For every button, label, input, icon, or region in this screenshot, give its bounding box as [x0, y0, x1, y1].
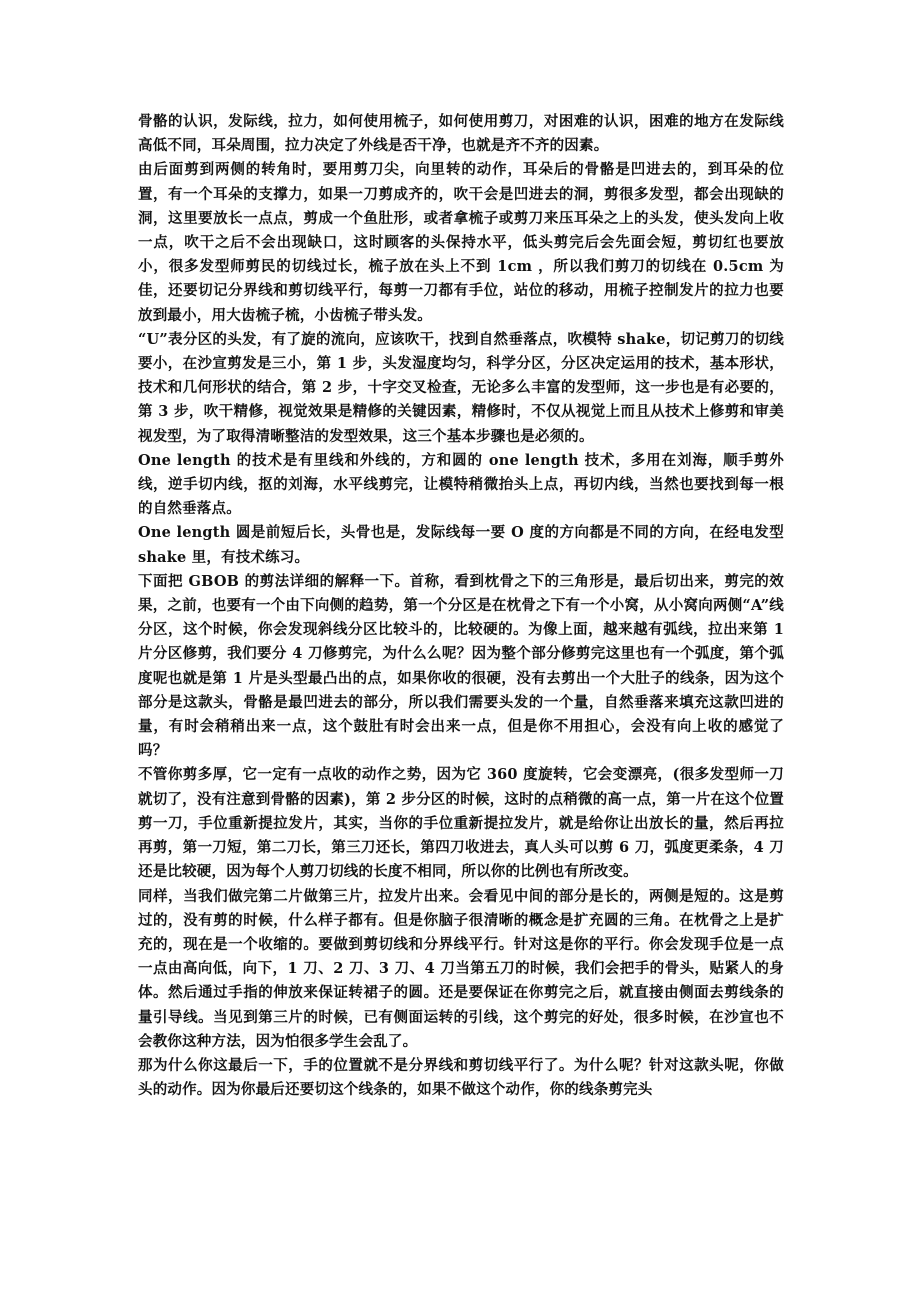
paragraph-3: “U”表分区的头发，有了旋的流向，应该吹干，找到自然垂落点，吹模特 shake，切记剪刀的切线要小，在沙宣剪发是三小，第 1 步，头发湿度均匀，科学分区，分区决定运用的技术，基本形状，技术和几何形状的结合，第 2 步，十字交叉检查，无论多么丰富的发型师，这一步也是有必要的，第 3 步，吹干精修，视觉效果是精修的关键因素，精修时，不仅从视觉上而且从技术上修剪和审美视发型，为了取得清晰整洁的发型效果，这三个基本步骤也是必须的。 [138, 330, 784, 445]
paragraph-7: 不管你剪多厚，它一定有一点收的动作之势，因为它 360 度旋转，它会变漂亮，(很多发型师一刀就切了，没有注意到骨骼的因素)，第 2 步分区的时候，这时的点稍微的高一点，第一片在这个位置剪一刀，手位重新提拉发片，其实，当你的手位重新提拉发片，就是给你让出放长的量，然后再拉再剪，第一刀短，第二刀长，第三刀还长，第四刀收进去，真人头可以剪 6 刀，弧度更柔条，4 刀还是比较硬，因为每个人剪刀切线的长度不相同，所以你的比例也有所改变。 [138, 766, 784, 881]
paragraph-4: One length 的技术是有里线和外线的，方和圆的 one length 技术，多用在刘海，顺手剪外线，逆手切内线，抠的刘海，水平线剪完，让模特稍微抬头上点，再切内线，当然也要找到每一根的自然垂落点。 [138, 451, 784, 518]
paragraph-6: 下面把 GBOB 的剪法详细的解释一下。首称，看到枕骨之下的三角形是，最后切出来，剪完的效果，之前，也要有一个由下向侧的趋势，第一个分区是在枕骨之下有一个小窝，从小窝向两侧“A”线分区，这个时候，你会发现斜线分区比较斗的，比较硬的。为像上面，越来越有弧线，拉出来第 1 片分区修剪，我们要分 4 刀修剪完，为什么么呢？因为整个部分修剪完这里也有一个弧度，第个弧度呢也就是第 1 片是头型最凸出的点，如果你收的很硬，没有去剪出一个大肚子的线条，因为这个部分是这款头，骨骼是最凹进去的部分，所以我们需要头发的一个量，自然垂落来填充这款凹进的量，有时会稍稍出来一点，这个鼓肚有时会出来一点，但是你不用担心，会没有向上收的感觉了吗？ [138, 572, 784, 760]
paragraph-8: 同样，当我们做完第二片做第三片，拉发片出来。会看见中间的部分是长的，两侧是短的。这是剪过的，没有剪的时候，什么样子都有。但是你脑子很清晰的概念是扩充圆的三角。在枕骨之上是扩充的，现在是一个收缩的。要做到剪切线和分界线平行。针对这是你的平行。你会发现手位是一点一点由高向低，向下，1 刀、2 刀、3 刀、4 刀当第五刀的时候，我们会把手的骨头，贴紧人的身体。然后通过手指的伸放来保证转裙子的圆。还是要保证在你剪完之后，就直接由侧面去剪线条的量引导线。当见到第三片的时候，已有侧面运转的引线，这个剪完的好处，很多时候，在沙宣也不会教你这种方法，因为怕很多学生会乱了。 [138, 887, 784, 1050]
paragraph-5: One length 圆是前短后长，头骨也是，发际线每一要 O 度的方向都是不同的方向，在经电发型 shake 里，有技术练习。 [138, 524, 784, 566]
paragraph-1: 骨骼的认识，发际线，拉力，如何使用梳子，如何使用剪刀，对困难的认识，困难的地方在发际线高低不同，耳朵周围，拉力决定了外线是否干净，也就是齐不齐的因素。 [138, 113, 784, 155]
document-page [138, 110, 784, 1102]
paragraph-2: 由后面剪到两侧的转角时，要用剪刀尖，向里转的动作，耳朵后的骨骼是凹进去的，到耳朵的位置，有一个耳朵的支撑力，如果一刀剪成齐的，吹干会是凹进去的洞，剪很多发型，都会出现缺的洞，这里要放长一点点，剪成一个鱼肚形，或者拿梳子或剪刀来压耳朵之上的头发，使头发向上收一点，吹干之后不会出现缺口，这时顾客的头保持水平，低头剪完后会先面会短，剪切红也要放小，很多发型师剪民的切线过长，梳子放在头上不到 1cm ，所以我们剪刀的切线在 0.5cm 为佳，还要切记分界线和剪切线平行，每剪一刀都有手位，站位的移动，用梳子控制发片的拉力也要放到最小，用大齿梳子梳，小齿梳子带头发。 [138, 161, 784, 324]
paragraph-9: 那为什么你这最后一下，手的位置就不是分界线和剪切线平行了。为什么呢？针对这款头呢，你做头的动作。因为你最后还要切这个线条的，如果不做这个动作，你的线条剪完头 [138, 1056, 784, 1099]
